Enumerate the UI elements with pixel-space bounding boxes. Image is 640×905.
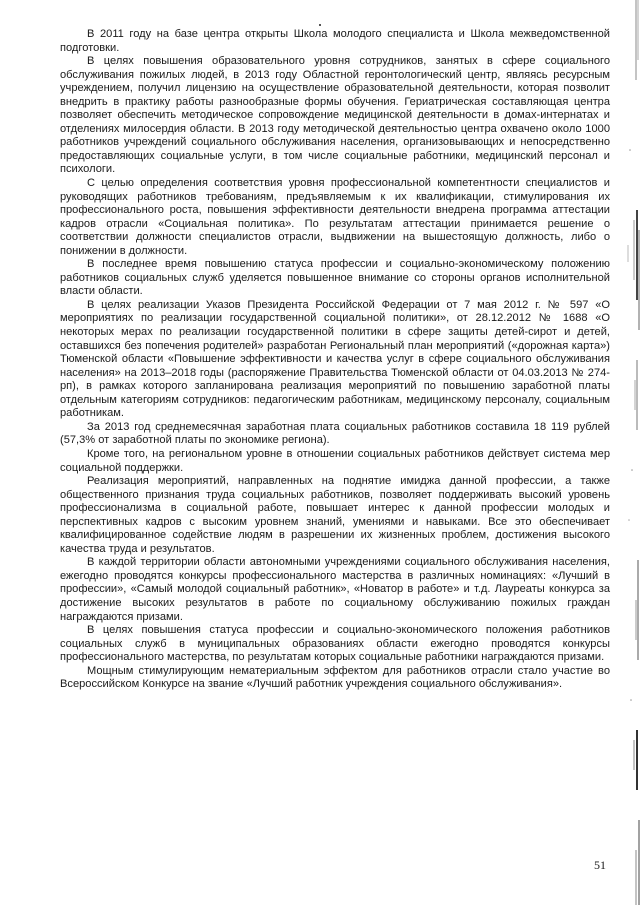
scan-dot — [319, 24, 321, 26]
document-body — [60, 28, 610, 692]
scan-edge-artifact — [610, 0, 640, 905]
paragraph: В 2011 году на базе центра открыты Школа молодого специалиста и Школа межведомственной подготовки. — [60, 28, 610, 54]
paragraph: В каждой территории области автономными учреждениями социального обслуживания населения, ежегодно проводятся конкурсы профессионального мастерства в различных номинациях: «Лучший в профессии», «Самый молодой социальный работник», «Новатор в работе» и т.д. Лауреаты конкурса за достижение высоких результатов в работе по социальному обслуживанию пожилых граждан награждаются призами. — [60, 556, 610, 623]
paragraph: Мощным стимулирующим нематериальным эффектом для работников отрасли стало участие во Всероссийском Конкурсе на звание «Лучший работник учреждения социального обслуживания». — [60, 664, 610, 691]
page-number: 51 — [594, 858, 606, 872]
paragraph: За 2013 год среднемесячная заработная плата социальных работников составила 18 119 рублей (57,3% от заработной платы по экономике региона). — [60, 420, 610, 447]
paragraph: В целях повышения образовательного уровня сотрудников, занятых в сфере социального обслуживания пожилых людей, в 2013 году Областной геронтологический центр, являясь ресурсным учреждением, получил лицензию на осуществление образовательной деятельности, которая позволит внедрить в практику работы разнообразные формы обучения. Гериатрическая составляющая центра позволяет обеспечить методическое сопровождение медицинской деятельности в домах-интернатах и отделениях милосердия области. В 2013 году методической деятельностью центра охвачено около 1000 работников учреждений социального обслуживания населения, организовывающих и непосредственно предоставляющих социальные услуги, в том числе социальные работники, медицинский персонал и психологи. — [60, 55, 610, 176]
paragraph: С целью определения соответствия уровня профессиональной компетентности специалистов и руководящих работников требованиям, предъявляемым к их квалификации, стимулирования их профессионального роста, повышения эффективности деятельности внедрена программа аттестации кадров отрасли «Социальная политика». По результатам аттестации принимается решение о соответствии должности специалистов отрасли, выдвижении на вышестоящую должность, либо о понижении в должности. — [60, 177, 610, 257]
paragraph: В целях реализации Указов Президента Российской Федерации от 7 мая 2012 г. № 597 «О мероприятиях по реализации государственной социальной политики», от 28.12.2012 № 1688 «О некоторых мерах по реализации государственной политики в сфере защиты детей-сирот и детей, оставшихся без попечения родителей» разработан Региональный план мероприятий («дорожная карта») Тюменской области «Повышение эффективности и качества услуг в сфере социального обслуживания населения» на 2013–2018 годы (распоряжение Правительства Тюменской области от 04.03.2013 № 274-рп), в рамках которого запланирована реализация мероприятий по повышению заработной платы отдельным категориям сотрудников: педагогическим работникам, медицинскому персоналу, социальным работникам. — [60, 298, 610, 420]
paragraph: Реализация мероприятий, направленных на поднятие имиджа данной профессии, а также общественного признания труда социальных работников, позволяет поддерживать высокий уровень профессионализма в социальной работе, повышает интерес к данной профессии молодых и перспективных кадров с высоким уровнем знаний, умениями и навыками. Все это обеспечивает квалифицированное содействие людям в разрешении их жизненных проблем, достижения высокого качества труда и результатов. — [60, 475, 610, 555]
paragraph: В целях повышения статуса профессии и социально-экономического положения работников социальных служб в муниципальных образованиях области ежегодно проводятся конкурсы профессионального мастерства, по результатам которых социальные работники награждаются призами. — [60, 624, 610, 664]
paragraph: Кроме того, на региональном уровне в отношении социальных работников действует система мер социальной поддержки. — [60, 447, 610, 474]
paragraph: В последнее время повышению статуса профессии и социально-экономическому положению работников социальных служб уделяется повышенное внимание со стороны органов исполнительной власти области. — [60, 258, 610, 298]
